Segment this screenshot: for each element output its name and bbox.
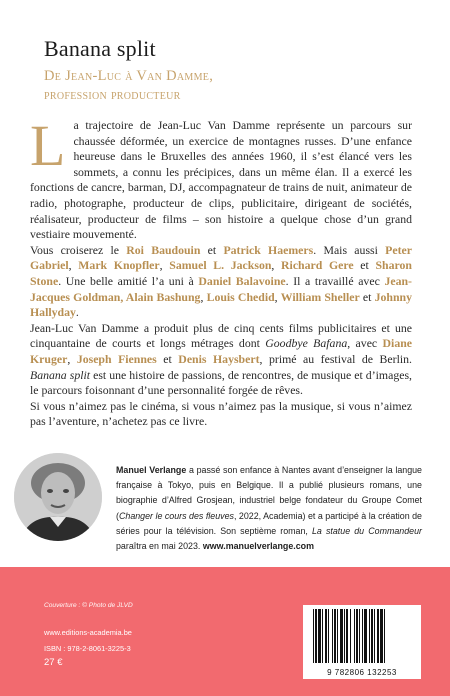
barcode-bars — [307, 609, 417, 663]
book-title: Banana split — [44, 36, 156, 61]
person-name: Samuel L. Jackson — [169, 258, 272, 273]
barcode-number: 9 782806 132253 — [327, 668, 397, 677]
person-name: Joseph Fiennes — [76, 351, 157, 366]
person-name: Richard Gere — [281, 258, 354, 273]
book-title-inline: Banana split — [30, 367, 91, 382]
film-title: Goodbye Bafana — [265, 336, 348, 351]
person-name: Diane Kruger — [30, 336, 413, 366]
subtitle-line-2: profession producteur — [44, 87, 181, 103]
barcode — [303, 605, 421, 679]
author-website: www.manuelverlange.com — [202, 541, 314, 552]
book-subtitle — [44, 67, 213, 105]
price: 27 € — [44, 657, 63, 668]
blurb-paragraph-3: Jean-Luc Van Damme a produit plus de cinq cents films publicitaires et une cinquantaine de courts et longs métrages dont Goodbye Bafana, avec Diane Kruger, Joseph Fiennes et Denis Haysbert, primé au festival de Berlin. Banana split est une histoire de passions, de rencontres, de musique et d’images, le parcours foisonnant d’une personnalité forgée de rêves. — [30, 320, 413, 398]
publisher-website: www.editions-academia.be — [44, 628, 132, 637]
person-name: Roi Baudouin — [126, 242, 201, 257]
drop-cap: L — [30, 113, 66, 178]
person-name: Jean-Jacques Goldman, Alain Bashung — [30, 273, 412, 304]
person-name: Patrick Haemers — [223, 242, 314, 257]
blurb-paragraph-1: La trajectoire de Jean-Luc Van Damme représente un parcours sur chaussée déformée, un exercice de montagnes russes. D’une enfance heureuse dans le Bruxelles des années 1960, il s’est élancé vers les sommets, a connu les précipices, dans un même élan. Il a exercé les fonctions de cancre, barman, DJ, accompagnateur de trains de nuit, animateur de radio, photographe, producteur de clips, publicitaire, dirigeant de sociétés, réalisateur, producteur de films – son histoire a quelque chose d’un grand vestiaire mouvementé. — [30, 113, 412, 242]
person-name: Daniel Balavoine — [198, 273, 286, 288]
person-name: Louis Chedid — [206, 289, 275, 304]
blurb-paragraph-4: Si vous n’aimez pas le cinéma, si vous n’aimez pas la musique, si vous n’aimez pas l’aventure, n’achetez pas ce livre. — [30, 398, 412, 429]
person-name: Denis Haysbert — [178, 351, 260, 366]
author-name: Manuel Verlange — [116, 465, 187, 475]
subtitle-line-1: De Jean-Luc à Van Damme, — [44, 68, 214, 84]
isbn: ISBN : 978-2-8061-3225-3 — [44, 644, 131, 653]
person-name: Johnny Hallyday — [30, 289, 412, 320]
person-name: Peter Gabriel — [30, 242, 413, 273]
cover-credit: Couverture : © Photo de JLVD — [44, 602, 133, 609]
blurb-text — [30, 113, 413, 430]
author-photo — [14, 453, 102, 541]
blurb-paragraph-2: Vous croiserez le Roi Baudouin et Patrick Haemers. Mais aussi Peter Gabriel, Mark Knopfler, Samuel L. Jackson, Richard Gere et Sharon Stone. Une belle amitié l’a uni à Daniel Balavoine. Il a travaillé avec Jean-Jacques Goldman, Alain Bashung, Louis Chedid, William Sheller et Johnny Hallyday. — [30, 242, 413, 320]
person-name: Mark Knopfler — [78, 258, 160, 273]
author-bio: Manuel Verlange a passé son enfance à Nantes avant d’enseigner la langue française à Tokyo, puis en Belgique. Il a publié plusieurs romans, une biographie d’Alfred Grosjean, industriel belge fondateur du Groupe Comet (Changer le cours des fleuves, 2022, Academia) et a participé à la création de séries pour la télévision. Son septième roman, La statue du Commandeur paraîtra en mai 2023. www.manuelverlange.com — [116, 465, 422, 552]
person-name: William Sheller — [280, 289, 360, 304]
person-name: Sharon Stone — [30, 258, 412, 288]
